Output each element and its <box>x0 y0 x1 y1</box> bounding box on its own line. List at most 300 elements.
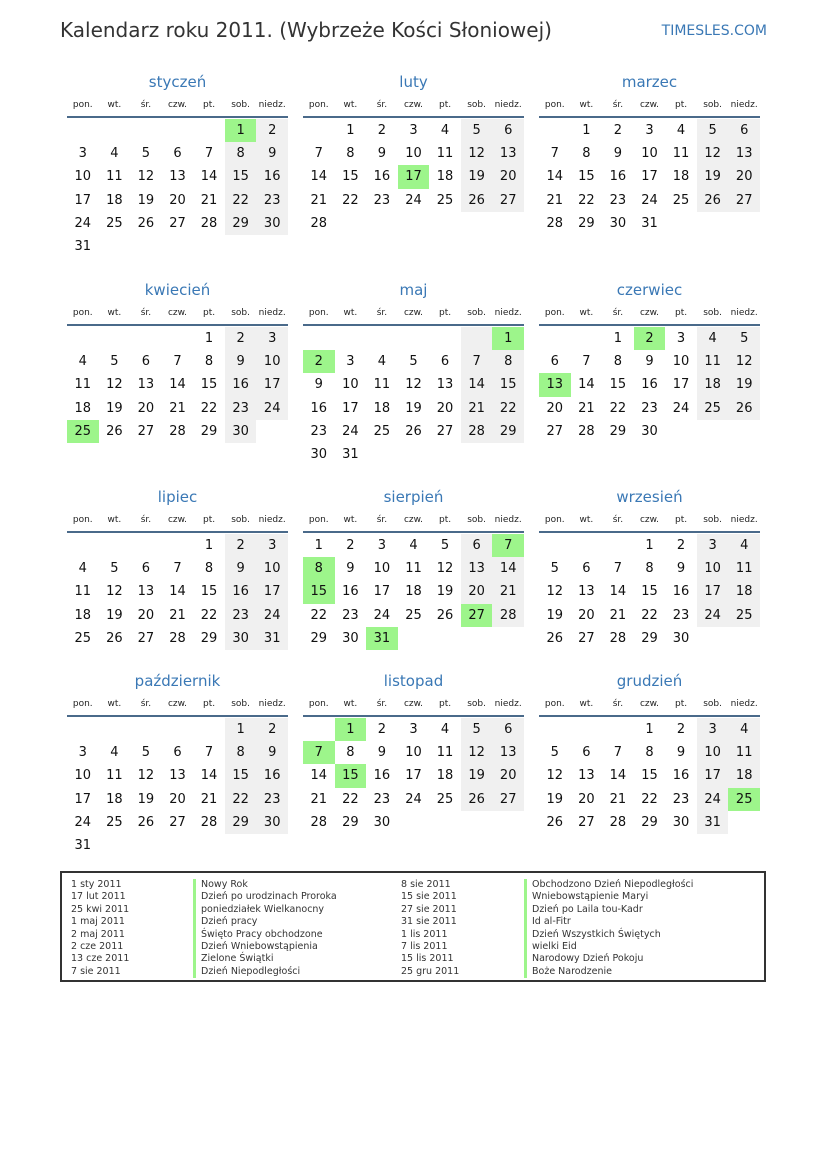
day-cell: 12 <box>137 169 155 185</box>
day-cell: 11 <box>106 169 123 185</box>
day-cell: 17 <box>74 791 92 807</box>
weekday-label: śr. <box>140 699 152 709</box>
day-cell: 14 <box>461 373 493 396</box>
day-cell: 14 <box>578 377 595 393</box>
day-cell: 26 <box>436 607 454 623</box>
holiday-name: Dzień Wniebowstąpienia <box>201 940 318 952</box>
day-cell: 6 <box>492 718 524 741</box>
day-cell: 24 <box>697 604 729 627</box>
weekday-label: śr. <box>376 100 388 110</box>
month-block <box>303 669 524 834</box>
day-cell: 16 <box>373 768 391 784</box>
day-cell: 23 <box>342 607 359 623</box>
holiday-date: 27 sie 2011 <box>401 903 457 915</box>
weekday-label: wt. <box>579 699 594 709</box>
day-cell: 22 <box>225 788 257 811</box>
day-cell: 11 <box>436 745 454 761</box>
weekday-label: niedz. <box>730 308 758 318</box>
day-cell: 10 <box>697 557 729 580</box>
day-cell: 26 <box>546 630 564 646</box>
day-cell: 25 <box>106 215 123 231</box>
day-cell: 11 <box>405 561 422 577</box>
empty-cell <box>602 534 634 557</box>
day-cell: 20 <box>728 165 760 188</box>
day-cell: 21 <box>546 192 564 208</box>
day-cell: 1 <box>582 123 591 138</box>
empty-cell <box>461 627 493 650</box>
month-block <box>67 669 288 857</box>
day-cell: 30 <box>672 814 690 830</box>
day-cell: 28 <box>310 814 328 830</box>
day-cell: 21 <box>609 791 627 807</box>
weekday-label: pt. <box>675 515 688 525</box>
day-grid <box>539 534 760 650</box>
day-cell: 28 <box>546 215 564 231</box>
day-cell: 14 <box>546 169 564 185</box>
day-cell: 22 <box>578 192 595 208</box>
day-cell: 17 <box>697 764 729 787</box>
empty-cell <box>130 534 162 557</box>
day-cell: 29 <box>225 212 257 235</box>
day-cell: 19 <box>436 584 454 600</box>
empty-cell <box>539 718 571 741</box>
holiday-date: 25 gru 2011 <box>401 965 460 977</box>
day-cell: 9 <box>377 146 387 162</box>
day-cell: 21 <box>169 607 186 623</box>
day-cell: 12 <box>106 377 123 393</box>
day-cell: 6 <box>728 119 760 142</box>
day-cell: 2 <box>377 123 387 138</box>
day-cell: 13 <box>461 557 493 580</box>
weekday-label: sob. <box>231 100 251 110</box>
day-cell: 9 <box>256 741 288 764</box>
day-cell: 6 <box>582 745 591 761</box>
day-cell: 4 <box>728 534 760 557</box>
weekday-label: pon. <box>308 515 329 525</box>
day-cell: 13 <box>492 741 524 764</box>
day-cell: 26 <box>461 189 493 212</box>
empty-cell <box>303 718 335 741</box>
holiday-date: 2 cze 2011 <box>71 940 124 952</box>
empty-cell <box>67 718 99 741</box>
weekday-label: czw. <box>403 515 424 525</box>
day-cell: 19 <box>546 791 564 807</box>
day-cell: 29 <box>609 423 627 439</box>
holiday-dates-col-2 <box>401 879 459 978</box>
day-cell: 21 <box>578 400 595 416</box>
day-cell: 15 <box>641 584 658 600</box>
holiday-name: Dzień Wszystkich Świętych <box>532 928 661 940</box>
day-cell: 12 <box>405 377 422 393</box>
weekday-label: wt. <box>343 100 358 110</box>
day-cell: 12 <box>697 142 729 165</box>
holiday-date: 25 kwi 2011 <box>71 903 130 915</box>
day-cell: 3 <box>78 745 87 761</box>
weekday-label: sob. <box>467 308 487 318</box>
empty-cell <box>571 327 603 350</box>
day-grid <box>539 327 760 443</box>
day-cell: 22 <box>609 400 627 416</box>
day-cell: 22 <box>492 397 524 420</box>
weekday-label: pon. <box>544 699 565 709</box>
holiday-name: Dzień po urodzinach Proroka <box>201 891 337 903</box>
day-cell: 10 <box>256 350 288 373</box>
day-cell: 13 <box>169 169 186 185</box>
month-block <box>67 278 288 443</box>
day-cell: 12 <box>436 561 454 577</box>
day-cell: 30 <box>310 446 328 462</box>
empty-cell <box>256 235 288 258</box>
day-cell: 31 <box>256 627 288 650</box>
day-cell: 6 <box>440 354 450 370</box>
weekday-label: sob. <box>467 515 487 525</box>
day-cell: 6 <box>492 119 524 142</box>
day-cell: 14 <box>609 768 627 784</box>
empty-cell <box>571 718 603 741</box>
weekday-label: wt. <box>107 308 122 318</box>
day-cell: 8 <box>303 557 335 580</box>
weekday-label: wt. <box>343 308 358 318</box>
day-cell: 10 <box>672 354 690 370</box>
day-grid <box>67 327 288 443</box>
day-cell: 28 <box>609 630 627 646</box>
empty-cell <box>335 212 367 235</box>
empty-cell <box>492 811 524 834</box>
day-cell: 20 <box>578 607 595 623</box>
day-cell: 20 <box>169 192 186 208</box>
empty-cell <box>303 119 335 142</box>
holiday-names-col-2 <box>532 879 693 978</box>
day-cell: 14 <box>310 768 328 784</box>
day-cell: 23 <box>373 791 391 807</box>
day-cell: 29 <box>578 215 595 231</box>
weekday-label: niedz. <box>258 699 286 709</box>
day-cell: 18 <box>436 768 454 784</box>
day-cell: 13 <box>578 768 595 784</box>
day-cell: 1 <box>314 538 323 553</box>
day-cell: 17 <box>256 373 288 396</box>
weekday-label: czw. <box>403 308 424 318</box>
day-cell: 26 <box>137 814 155 830</box>
day-cell: 19 <box>546 607 564 623</box>
day-cell: 24 <box>256 604 288 627</box>
day-cell: 11 <box>728 741 760 764</box>
day-cell: 18 <box>728 580 760 603</box>
weekday-label: niedz. <box>730 100 758 110</box>
day-cell: 2 <box>676 722 686 737</box>
day-cell: 22 <box>200 400 218 416</box>
day-cell: 5 <box>550 561 559 577</box>
weekday-header <box>303 693 524 717</box>
day-cell: 18 <box>405 584 422 600</box>
day-cell: 11 <box>697 350 729 373</box>
day-cell: 8 <box>613 354 623 370</box>
empty-cell <box>162 327 194 350</box>
empty-cell <box>99 327 131 350</box>
day-cell: 23 <box>641 400 658 416</box>
day-cell: 12 <box>137 768 155 784</box>
weekday-label: sob. <box>467 699 487 709</box>
day-cell: 22 <box>310 607 328 623</box>
day-cell: 20 <box>492 165 524 188</box>
empty-cell <box>99 718 131 741</box>
weekday-label: pt. <box>203 308 216 318</box>
day-cell: 21 <box>310 192 328 208</box>
day-cell: 8 <box>225 741 257 764</box>
weekday-label: pt. <box>439 515 452 525</box>
holiday-date: 1 lis 2011 <box>401 928 448 940</box>
day-cell: 25 <box>373 423 391 439</box>
month-block <box>539 70 760 235</box>
month-name: kwiecień <box>144 281 211 299</box>
weekday-label: pt. <box>203 515 216 525</box>
weekday-header <box>539 302 760 326</box>
empty-cell <box>697 212 729 235</box>
day-cell: 8 <box>225 142 257 165</box>
weekday-label: pt. <box>675 308 688 318</box>
day-cell: 9 <box>225 557 257 580</box>
day-cell: 15 <box>335 764 367 787</box>
weekday-label: niedz. <box>258 515 286 525</box>
weekday-label: sob. <box>231 308 251 318</box>
day-cell: 8 <box>645 745 654 761</box>
day-cell: 21 <box>492 580 524 603</box>
empty-cell <box>665 420 697 443</box>
day-cell: 7 <box>550 146 559 162</box>
day-cell: 4 <box>377 354 387 370</box>
day-cell: 18 <box>728 764 760 787</box>
empty-cell <box>728 627 760 650</box>
day-cell: 28 <box>578 423 595 439</box>
weekday-label: śr. <box>140 515 152 525</box>
empty-cell <box>67 119 99 142</box>
day-cell: 21 <box>609 607 627 623</box>
day-cell: 1 <box>346 123 355 138</box>
day-cell: 13 <box>137 584 155 600</box>
day-cell: 1 <box>645 722 654 737</box>
empty-cell <box>728 212 760 235</box>
day-cell: 5 <box>461 119 493 142</box>
weekday-label: pon. <box>72 515 93 525</box>
day-cell: 2 <box>634 327 666 350</box>
day-cell: 5 <box>461 718 493 741</box>
day-cell: 24 <box>74 215 92 231</box>
weekday-label: sob. <box>231 515 251 525</box>
day-cell: 22 <box>641 607 658 623</box>
day-cell: 3 <box>697 534 729 557</box>
day-cell: 6 <box>141 354 151 370</box>
day-cell: 29 <box>492 420 524 443</box>
empty-cell <box>162 235 194 258</box>
day-cell: 12 <box>461 142 493 165</box>
day-cell: 25 <box>67 420 99 443</box>
page-title: Kalendarz roku 2011. (Wybrzeże Kości Słoniowej) <box>60 18 552 42</box>
day-cell: 27 <box>728 189 760 212</box>
day-cell: 23 <box>609 192 627 208</box>
day-cell: 8 <box>204 561 214 577</box>
day-cell: 19 <box>461 764 493 787</box>
empty-cell <box>130 235 162 258</box>
holiday-date: 2 maj 2011 <box>71 928 125 940</box>
weekday-label: niedz. <box>730 515 758 525</box>
holiday-name: Nowy Rok <box>201 879 248 890</box>
day-cell: 11 <box>373 377 391 393</box>
day-cell: 27 <box>169 215 186 231</box>
day-cell: 7 <box>173 354 182 370</box>
day-cell: 13 <box>539 373 571 396</box>
month-name: styczeń <box>148 73 207 91</box>
day-cell: 2 <box>225 327 257 350</box>
day-cell: 21 <box>310 791 328 807</box>
empty-cell <box>303 327 335 350</box>
day-cell: 8 <box>346 146 355 162</box>
day-cell: 11 <box>106 768 123 784</box>
day-cell: 4 <box>697 327 729 350</box>
weekday-label: pt. <box>203 100 216 110</box>
day-cell: 15 <box>609 377 627 393</box>
day-cell: 25 <box>436 192 454 208</box>
day-cell: 24 <box>256 397 288 420</box>
day-cell: 9 <box>314 377 323 393</box>
holiday-date: 1 sty 2011 <box>71 879 122 890</box>
day-cell: 3 <box>256 534 288 557</box>
month-block <box>67 485 288 650</box>
weekday-label: wt. <box>579 308 594 318</box>
day-cell: 11 <box>74 584 92 600</box>
weekday-label: pt. <box>439 308 452 318</box>
day-grid <box>303 718 524 834</box>
empty-cell <box>539 327 571 350</box>
month-name: maj <box>399 281 428 299</box>
day-cell: 6 <box>550 354 559 370</box>
day-cell: 5 <box>110 561 119 577</box>
day-cell: 2 <box>377 722 387 737</box>
empty-cell <box>256 420 288 443</box>
holiday-date: 7 lis 2011 <box>401 940 448 952</box>
weekday-label: czw. <box>403 100 424 110</box>
day-cell: 26 <box>405 423 422 439</box>
day-grid <box>303 327 524 466</box>
day-cell: 28 <box>609 814 627 830</box>
day-cell: 1 <box>613 331 623 346</box>
day-cell: 30 <box>342 630 359 646</box>
weekday-header <box>303 94 524 118</box>
weekday-label: niedz. <box>494 515 522 525</box>
day-cell: 1 <box>225 119 257 142</box>
day-cell: 7 <box>613 561 623 577</box>
day-cell: 13 <box>492 142 524 165</box>
day-cell: 19 <box>137 791 155 807</box>
day-cell: 28 <box>200 814 218 830</box>
weekday-header <box>67 693 288 717</box>
empty-cell <box>130 834 162 857</box>
day-cell: 4 <box>440 123 450 138</box>
day-cell: 3 <box>676 331 686 346</box>
day-cell: 3 <box>78 146 87 162</box>
day-cell: 19 <box>106 607 123 623</box>
empty-cell <box>665 212 697 235</box>
day-cell: 29 <box>225 811 257 834</box>
empty-cell <box>99 235 131 258</box>
empty-cell <box>193 235 225 258</box>
day-cell: 9 <box>377 745 387 761</box>
day-cell: 28 <box>169 630 186 646</box>
empty-cell <box>492 212 524 235</box>
day-cell: 24 <box>697 788 729 811</box>
day-grid <box>67 534 288 650</box>
day-cell: 4 <box>676 123 686 138</box>
day-cell: 20 <box>461 580 493 603</box>
day-cell: 5 <box>697 119 729 142</box>
day-cell: 27 <box>137 423 155 439</box>
weekday-label: pt. <box>439 699 452 709</box>
day-grid <box>303 534 524 650</box>
weekday-label: sob. <box>231 699 251 709</box>
brand-link[interactable]: TIMESLES.COM <box>661 23 767 39</box>
holiday-name: Święto Pracy obchodzone <box>201 928 323 940</box>
weekday-label: śr. <box>612 308 624 318</box>
empty-cell <box>571 534 603 557</box>
holiday-date: 15 sie 2011 <box>401 891 457 903</box>
day-cell: 17 <box>672 377 690 393</box>
day-cell: 13 <box>169 768 186 784</box>
weekday-header <box>67 509 288 533</box>
day-cell: 18 <box>74 607 92 623</box>
day-cell: 14 <box>200 768 218 784</box>
day-cell: 1 <box>645 538 654 553</box>
weekday-label: wt. <box>107 699 122 709</box>
month-block <box>303 278 524 466</box>
day-cell: 26 <box>697 189 729 212</box>
holiday-date: 8 sie 2011 <box>401 879 451 890</box>
empty-cell <box>461 443 493 466</box>
empty-cell <box>193 718 225 741</box>
day-cell: 12 <box>106 584 123 600</box>
day-cell: 8 <box>346 745 355 761</box>
empty-cell <box>162 834 194 857</box>
weekday-label: sob. <box>467 100 487 110</box>
day-cell: 30 <box>256 811 288 834</box>
weekday-label: czw. <box>167 308 188 318</box>
day-cell: 26 <box>546 814 564 830</box>
empty-cell <box>728 811 760 834</box>
empty-cell <box>461 327 493 350</box>
day-cell: 8 <box>645 561 654 577</box>
day-cell: 5 <box>440 538 450 553</box>
day-cell: 27 <box>169 814 186 830</box>
day-cell: 29 <box>641 814 658 830</box>
day-cell: 18 <box>436 169 454 185</box>
weekday-label: wt. <box>579 515 594 525</box>
day-cell: 10 <box>373 561 391 577</box>
day-cell: 26 <box>137 215 155 231</box>
day-cell: 7 <box>173 561 182 577</box>
day-cell: 12 <box>461 741 493 764</box>
day-cell: 16 <box>373 169 391 185</box>
day-cell: 31 <box>342 446 359 462</box>
day-cell: 21 <box>200 791 218 807</box>
empty-cell <box>429 327 461 350</box>
month-name: luty <box>399 73 428 91</box>
holiday-divider <box>524 879 527 978</box>
holiday-name: Id al-Fitr <box>532 916 571 928</box>
month-block <box>539 278 760 443</box>
day-cell: 25 <box>697 397 729 420</box>
day-cell: 29 <box>200 423 218 439</box>
day-cell: 3 <box>645 123 654 138</box>
month-name: sierpień <box>383 488 444 506</box>
weekday-label: czw. <box>403 699 424 709</box>
